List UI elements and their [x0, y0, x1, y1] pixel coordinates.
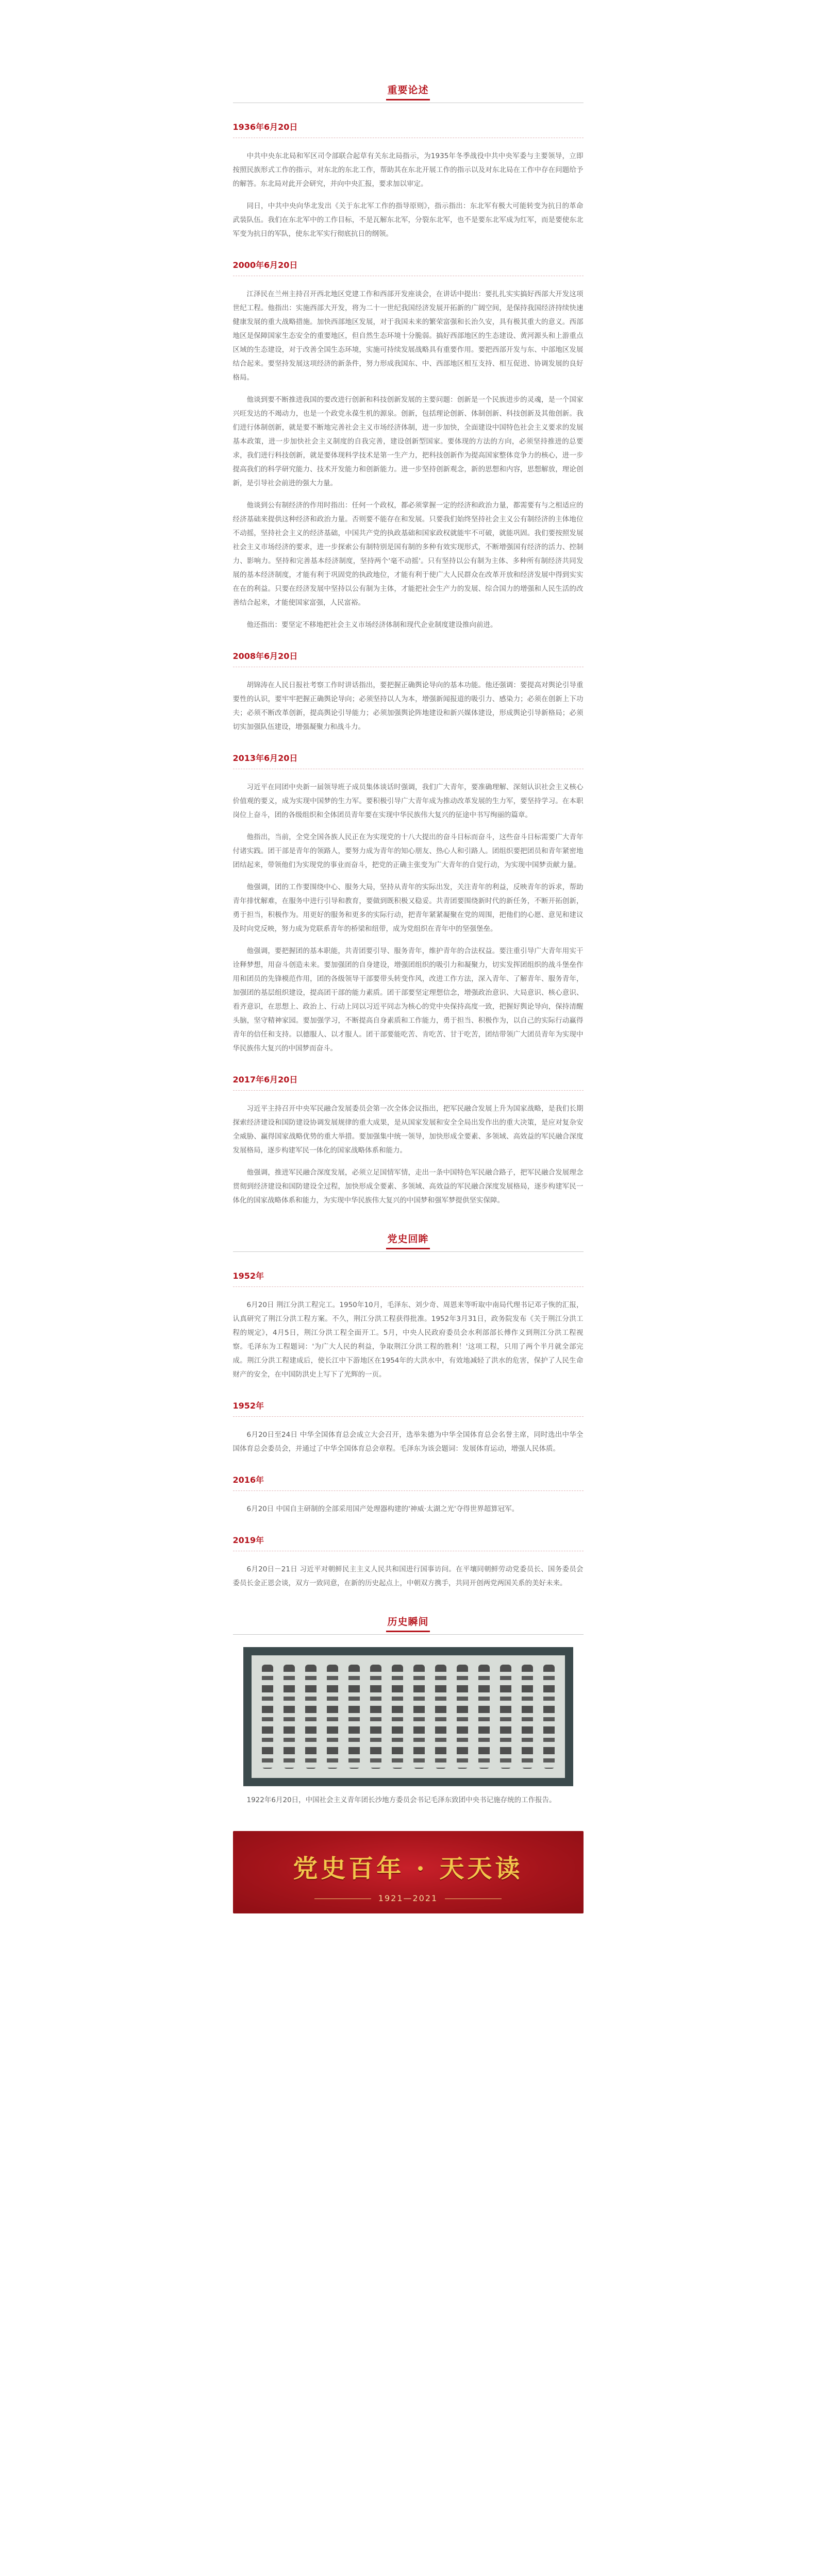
- entry-date: 2008年6月20日: [233, 650, 584, 667]
- entry-paragraph: 6月20日 中国自主研制的全部采用国产处理器构建的'神威·太湖之光'夺得世界超算冠军。: [246, 1505, 519, 1513]
- important-entry-1936: [233, 121, 584, 241]
- handwriting-column: [305, 1665, 317, 1769]
- archive-section-header: [233, 1614, 584, 1635]
- handwriting-column: [413, 1665, 425, 1769]
- entry-paragraph: 江泽民在兰州主持召开西北地区党建工作和西部开发座谈会，在讲话中提出：要扎扎实实搞好西部大开发这项世纪工程。他指出：实施西部大开发，将为二十一世纪我国经济发展开拓新的广阔空间，是保持我国经济持续快速健康发展的重大战略措施。加快西部地区发展，对于我国未来的繁荣富强和长治久安，具有极其重大的意义。西部地区是保障国家生态安全的重要地区，但自然生态环境十分脆弱。搞好西部地区的生态建设、黄河源头和上游重点区域的生态建设，对于改善全国生态环境，实施可持续发展战略具有重要作用。要把西部开发与东、中部地区发展结合起来。要坚持发展这项经济的新条件，努力形成我国东、中、西部地区相互支持、相互促进、协调发展的良好格局。: [232, 290, 584, 382]
- important-entry-2000: [233, 259, 584, 632]
- important-entry-2008: [233, 650, 584, 734]
- entry-date: 1952年: [233, 1269, 584, 1287]
- important-entry-2013: [233, 752, 584, 1056]
- handwriting-column: [262, 1665, 273, 1769]
- history-entry-1952-a: [233, 1269, 584, 1382]
- article-page: [233, 0, 584, 1913]
- entry-date: 2013年6月20日: [233, 752, 584, 769]
- entry-paragraph: 他强调，推进军民融合深度发展，必须立足国情军情，走出一条中国特色军民融合路子，把军民融合发展理念贯彻到经济建设和国防建设全过程，加快形成全要素、多领域、高效益的军民融合深度发展格局，逐步构建军民一体化的国家战略体系和能力，为实现中华民族伟大复兴的中国梦和强军梦提供坚实保障。: [232, 1168, 584, 1205]
- image-caption: 1922年6月20日，中国社会主义青年团长沙地方委员会书记毛泽东致团中央书记施存统的工作报告。: [246, 1796, 556, 1804]
- handwriting-column: [457, 1665, 468, 1769]
- entry-date: 1936年6月20日: [233, 121, 584, 138]
- handwriting-column: [500, 1665, 511, 1769]
- entry-paragraph: 习近平在同团中央新一届领导班子成员集体谈话时强调，我们广大青年，要准确理解、深刻认识社会主义核心价值观的要义，成为实现中国梦的生力军。要积极引导广大青年成为推动改革发展的生力军，要坚持学习。在本职岗位上奋斗，团的各级组织和全体团员青年要在实现中华民族伟大复兴的征途中书写绚丽的篇章。: [232, 783, 584, 819]
- handwriting-column: [284, 1665, 295, 1769]
- entry-date: 2017年6月20日: [233, 1073, 584, 1091]
- important-section-title: 重要论述: [386, 82, 429, 100]
- entry-date: 2019年: [233, 1534, 584, 1551]
- entry-date: 1952年: [233, 1399, 584, 1417]
- section-divider: [233, 1251, 584, 1252]
- important-entry-2017: [233, 1073, 584, 1208]
- history-section: [233, 1231, 584, 1590]
- history-entry-2019: [233, 1534, 584, 1590]
- entry-paragraph: 他强调，要把握团的基本职能，共青团要引导、服务青年，维护青年的合法权益。要注重引导广大青年用实干诠释梦想，用奋斗创造未来。要加强团的自身建设，增强团组织的吸引力和凝聚力，切实发挥团组织的战斗堡垒作用和团员的先锋模范作用，团的各级领导干部要带头转变作风，改进工作方法，深入青年、了解青年、服务青年，加强团的基层组织建设，提高团干部的能力素质。团干部要坚定理想信念，增强政治意识、大局意识、核心意识、看齐意识，在思想上、政治上、行动上同以习近平同志为核心的党中央保持高度一致，把握好舆论导向，保持清醒头脑，坚守精神家园。要加强学习，不断提高自身素质和工作能力，勇于担当、积极作为，以自己的实际行动赢得青年的信任和支持。以德服人、以才服人。团干部要能吃苦、肯吃苦、甘于吃苦，团结带领广大团员青年为实现中华民族伟大复兴的中国梦而奋斗。: [232, 947, 584, 1053]
- history-section-header: [233, 1231, 584, 1252]
- handwriting-column: [435, 1665, 446, 1769]
- handwriting-column: [370, 1665, 381, 1769]
- entry-paragraph: 他还指出：要坚定不移地把社会主义市场经济体制和现代企业制度建设推向前进。: [246, 621, 497, 629]
- section-divider: [233, 1634, 584, 1635]
- entry-date: 2000年6月20日: [233, 259, 584, 276]
- entry-paragraph: 胡锦涛在人民日报社考察工作时讲话指出，要把握正确舆论导向的基本功能。他还强调：要提高对舆论引导重要性的认识，要牢牢把握正确舆论导向；必须坚持以人为本，增强新闻报道的吸引力、感染力；必须在创新上下功夫；必须不断改革创新，提高舆论引导能力；必须加强舆论阵地建设和新兴媒体建设，形成舆论引导新格局；必须切实加强队伍建设，增强凝聚力和战斗力。: [232, 681, 584, 731]
- archive-section: [233, 1614, 584, 1807]
- entry-paragraph: 他谈到公有制经济的作用时指出：任何一个政权，都必须掌握一定的经济和政治力量，都需要有与之相适应的经济基础来提供这种经济和政治力量。否则要不能存在和发展。只要我们始终坚持社会主义公有制经济的主体地位不动摇，坚持社会主义的经济基础，中国共产党的执政基础和国家政权就能牢不可破，就能巩固。我们要按照发展社会主义市场经济的要求，进一步探索公有制特别是国有制的多种有效实现形式，不断增强国有经济的活力、控制力、影响力。坚持和完善基本经济制度，坚持两个'毫不动摇'。只有坚持以公有制为主体、多种所有制经济共同发展的基本经济制度，才能有利于巩固党的执政地位，才能有利于使广大人民群众在改革开放和经济发展中得到实实在在的利益。只要在经济发展中坚持以公有制为主体，才能把社会生产力的发展、综合国力的增强和人民生活的改善结合起来，才能使国家富强，人民富裕。: [232, 501, 584, 607]
- handwriting-column: [478, 1665, 490, 1769]
- important-section-header: [233, 82, 584, 103]
- handwriting-column: [543, 1665, 555, 1769]
- history-entry-1952-b: [233, 1399, 584, 1456]
- historical-letter-image: [243, 1647, 573, 1786]
- banner-years: 1921—2021: [233, 1893, 584, 1903]
- entry-paragraph: 6月20日至24日 中华全国体育总会成立大会召开，选举朱德为中华全国体育总会名誉主席，同时选出中华全国体育总会委员会，并通过了中华全国体育总会章程。毛泽东为该会题词：发展体育运动，增强人民体质。: [232, 1431, 584, 1453]
- entry-paragraph: 6月20日 荆江分洪工程完工。1950年10月，毛泽东、刘少奇、周恩来等听取中南局代理书记邓子恢的汇报，认真研究了荆江分洪工程方案。不久，荆江分洪工程获得批准。1952年3月31日，政务院发布《关于荆江分洪工程的规定》，4月5日，荆江分洪工程全面开工。5月，中央人民政府委员会水利部部长傅作义到荆江分洪工程视察。毛泽东为工程题词：'为广大人民的利益，争取荆江分洪工程的胜利！'这项工程，只用了两个半月就全部完成。荆江分洪工程建成后，使长江中下游地区在1954年的大洪水中，有效地减轻了洪水的危害，保护了人民生命财产的安全，在中国防洪史上写下了光辉的一页。: [232, 1301, 584, 1379]
- entry-paragraph: 6月20日－21日 习近平对朝鲜民主主义人民共和国进行国事访问。在平壤同朝鲜劳动党委员长、国务委员会委员长金正恩会谈，双方一致同意，在新的历史起点上，中朝双方携手，共同开创两党两国关系的美好未来。: [232, 1565, 584, 1587]
- entry-paragraph: 习近平主持召开中央军民融合发展委员会第一次全体会议指出，把军民融合发展上升为国家战略，是我们长期探索经济建设和国防建设协调发展规律的重大成果，是从国家发展和安全全局出发作出的重大决策，是应对复杂安全威胁、赢得国家战略优势的重大举措。要加强集中统一领导，加快形成全要素、多领域、高效益的军民融合深度发展格局，逐步构建军民一体化的国家战略体系和能力。: [232, 1105, 584, 1155]
- entry-paragraph: 同日，中共中央向华北发出《关于东北军工作的指导原则》，指示指出：东北军有极大可能转变为抗日的革命武装队伍。我们在东北军中的工作目标，不是瓦解东北军，分裂东北军，也不是要东北军成为红军，而是要使东北军变为抗日的军队，使东北军实行彻底抗日的纲领。: [232, 202, 584, 238]
- party-history-banner: [233, 1831, 584, 1913]
- entry-paragraph: 他指出，当前，全党全国各族人民正在为实现党的十八大提出的奋斗目标而奋斗，这些奋斗目标需要广大青年付诸实践。团干部是青年的领路人，要努力成为青年的知心朋友、热心人和引路人。团组织要把团员和青年紧密地团结起来，带领他们为实现党的事业而奋斗，把党的正确主张变为广大青年的自觉行动，为实现中国梦贡献力量。: [232, 833, 584, 869]
- entry-paragraph: 中共中央东北局和军区司令部联合起草有关东北局指示，为1935年冬季战役中共中央军委与主要领导，立即按照民族形式工作的指示，对东北的东北工作，帮助其在东北开展工作的指示以及对东北局在工作中存在问题给予的解答。东北局对此开会研究，并向中央汇报，要求加以审定。: [232, 152, 584, 188]
- handwriting-column: [392, 1665, 403, 1769]
- archive-section-title: 历史瞬间: [386, 1614, 429, 1632]
- letter-paper: [252, 1655, 565, 1778]
- entry-paragraph: 他强调，团的工作要围绕中心、服务大局，坚持从青年的实际出发，关注青年的利益，反映青年的诉求，帮助青年排忧解难，在服务中进行引导和教育，要做到既积极又稳妥。共青团要围绕新时代的新任务，不断开拓创新，勇于担当，积极作为。用更好的服务和更多的实际行动，把青年紧紧凝聚在党的周围，把他们的心愿、意见和建议及时向党反映，努力成为党联系青年的桥梁和纽带，成为党组织在青年中的坚强堡垒。: [232, 883, 584, 933]
- entry-paragraph: 他谈到要不断推进我国的要改进行创新和科技创新发展的主要问题：创新是一个民族进步的灵魂，是一个国家兴旺发达的不竭动力，也是一个政党永葆生机的源泉。创新，包括理论创新、体制创新、科技创新及其他创新。我们进行体制创新，就是要不断地完善社会主义市场经济体制，进一步加快，全面建设中国特色社会主义要求的发展基本政策，进一步加快社会主义制度的自我完善，建设创新型国家。要体现的方法的方向，必须坚持推进的总要求，我们进行科技创新，就是要体现科学技术是第一生产力，把科技创新作为提高国家整体竞争力的核心，进一步提高我们的科学研究能力、技术开发能力和创新能力。进一步坚持创新观念，新的思想和内容，思想解放，理论创新，是引导社会前进的强大力量。: [232, 396, 584, 487]
- banner-title: 党史百年 · 天天读: [293, 1854, 523, 1883]
- history-entry-2016: [233, 1473, 584, 1516]
- history-section-title: 党史回眸: [386, 1231, 429, 1249]
- handwriting-column: [522, 1665, 533, 1769]
- handwriting-column: [327, 1665, 338, 1769]
- entry-date: 2016年: [233, 1473, 584, 1491]
- handwriting-column: [348, 1665, 360, 1769]
- important-section: [233, 82, 584, 1208]
